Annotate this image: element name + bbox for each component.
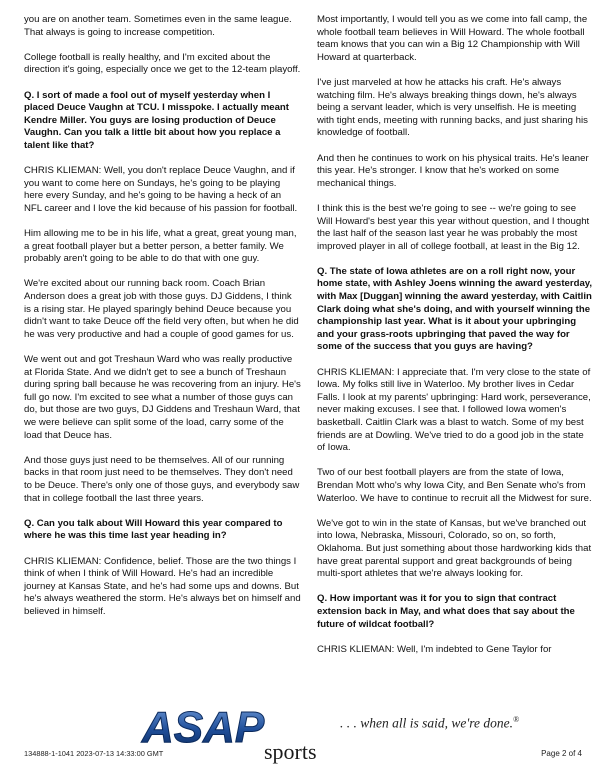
paragraph-left-9: CHRIS KLIEMAN: Confidence, belief. Those are the two things I think of when I think of Will Howard. He's had an incredible journey at Kansas State, and he's had some ups and downs. But he's always weathered the storm. He's always bet on himself and believed in himself. [24,555,301,617]
question-right-8: Q. How important was it for you to sign that contract extension back in May, and what does that say about the future of wildcat football? [317,593,575,630]
paragraph-left-6: We went out and got Treshaun Ward who was really productive at Florida State. And we didn't get to see a bunch of Treshaun during spring ball because he was recovering from an injury. He's full go now. I'm excited to see what a number of those guys can do, but those are two guys, DJ Giddens and Treshaun Ward, that we were believe can split some of the load, carry some of the load that Deuce has. [24,354,301,441]
paragraph-left-5: We're excited about our running back room. Coach Brian Anderson does a great job with those guys. DJ Giddens, I think is a rising star. He played sparingly behind Deuce because you didn't want to take Deuce off the field very often, but when he did he was very productive and had a couple of good games for us. [24,278,299,340]
paragraph-left-0: you are on another team. Sometimes even in the same league. That always is going to increase competition. [24,14,292,38]
left-column [24,14,301,631]
right-column [317,14,594,669]
paragraph-right-3: I think this is the best we're going to see -- we're going to see Will Howard's best year this year without question, and I thought the last half of the season last year he was probably the most improved player in all of college football, at least in the Big 12. [317,202,590,252]
question-left-8: Q. Can you talk about Will Howard this year compared to where he was this time last year heading in? [24,517,283,542]
svg-text:sports: sports [264,739,317,764]
paragraph-right-0: Most importantly, I would tell you as we come into fall camp, the whole football team believes in Will Howard. The whole football team knows that you can win a Big 12 Championship with Will Howard at quarterback. [317,14,588,63]
asap-sports-logo [140,702,340,764]
paragraph-right-7: We've got to win in the state of Kansas, but we've branched out into Iowa, Nebraska, Missouri, Colorado, so on, so forth, Oklahoma. But just something about those hardworking kids that have great parental support and great backgrounds of being multi-sport athletes that we're always looking for. [317,517,592,580]
paragraph-right-1: I've just marveled at how he attacks his craft. He's always watching film. He's always breaking things down, he's always being a servant leader, which is very unselfish. He is meeting with tight ends, meeting with running backs, and just sharing his knowledge of football. [317,76,588,139]
paragraph-left-4: Him allowing me to be in his life, what a great, great young man, a great football player but a better person, a better family. We probably aren't going to be able to do that with one guy. [24,228,297,265]
paragraph-right-2: And then he continues to work on his physical traits. He's leaner this year. He's stronger. I know that he's worked on some mechanical things. [317,152,589,189]
question-left-2: Q. I sort of made a fool out of myself yesterday when I placed Deuce Vaughn at TCU. I misspoke. I actually meant Kendre Miller. You guys are losing production of Deuce Vaughn. Can you talk a little bit about how you replace a talent like that? [24,89,289,151]
paragraph-left-3: CHRIS KLIEMAN: Well, you don't replace Deuce Vaughn, and if you want to come here on Sundays, he's going to be playing here every Sunday, and he's going to be having a heck of an NFL career and I love the kid because of his passion for football. [24,165,298,214]
footer-doc-id: 134888-1-1041 2023-07-13 14:33:00 GMT [24,749,164,758]
paragraph-left-1: College football is really healthy, and I'm excited about the direction it's going, especially once we get to the 12-team playoff. [24,51,301,76]
paragraph-right-5: CHRIS KLIEMAN: I appreciate that. I'm very close to the state of Iowa. My folks still live in Waterloo. My brother lives in Cedar Falls. I look at my parents' upbringing: Hard work, perseverance, never making excuses. I see that. I followed Iowa women's basketball. Caitlin Clark was a blast to watch. Some of my best friends are at Dowling. We've tried to do a good job in the state of Iowa. [317,366,591,454]
trademark-mark: ® [513,715,520,724]
svg-text:ASAP: ASAP [142,703,265,752]
footer-tagline: . . . when all is said, we're done.® [340,715,520,731]
paragraph-right-6: Two of our best football players are from the state of Iowa, Brendan Mott who's why Iowa City, and Ben Senate who's from Waterloo. We have to continue to recruit all the Midwest for sure. [317,467,592,504]
question-right-4: Q. The state of Iowa athletes are on a roll right now, your home state, with Ashley Joens winning the award yesterday, with Max [Duggan] winning the award yesterday, with Caitlin Clark doing what she's doing, and with yourself winning the championship last year. What is it about your upbringing and your grass-roots upbringing that paved the way for some of the success that you guys are having? [317,265,593,353]
paragraph-right-9: CHRIS KLIEMAN: Well, I'm indebted to Gene Taylor for [317,643,552,655]
paragraph-left-7: And those guys just need to be themselves. All of our running backs in that room just need to be themselves. They don't need to be Deuce. There's only one of those guys, and everybody saw that in college football the last three years. [24,454,300,504]
footer-page-number: Page 2 of 4 [541,749,582,758]
